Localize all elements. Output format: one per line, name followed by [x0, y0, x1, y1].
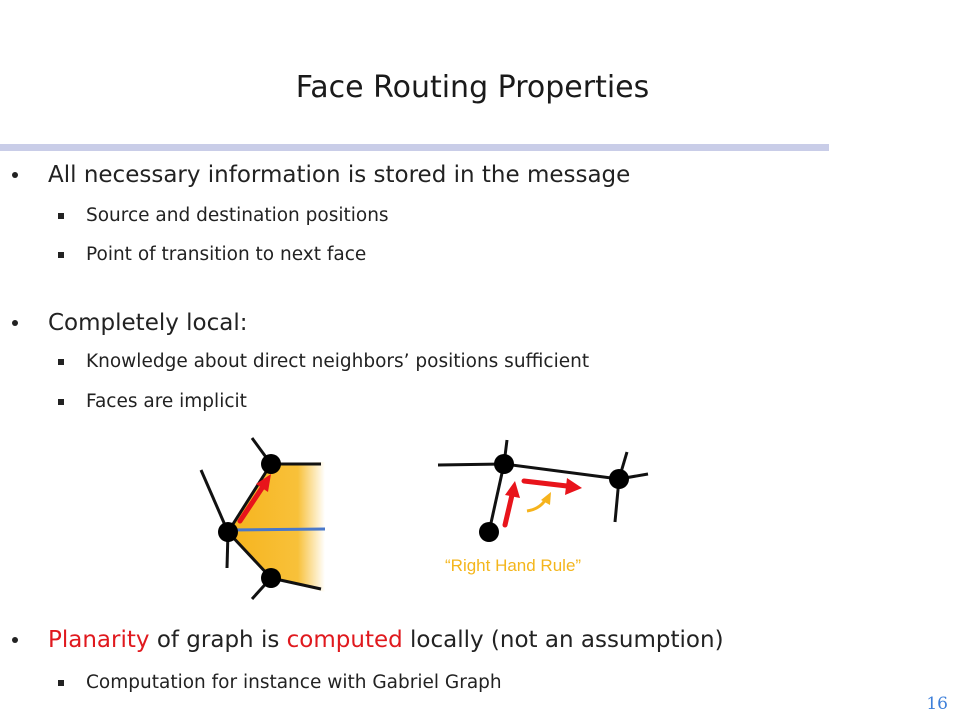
slide-title: Face Routing Properties	[295, 70, 650, 105]
routing-arrow-head	[505, 481, 520, 498]
routing-arrow	[524, 481, 567, 486]
bullet-text-part: locally (not an assumption)	[402, 627, 724, 653]
sub-bullet-text: Faces are implicit	[86, 391, 247, 412]
graph-edge	[489, 464, 504, 532]
bullet-text-part: of graph is	[149, 627, 287, 653]
bullet-item	[10, 627, 724, 653]
bullet-text	[48, 627, 724, 653]
graph-edge	[201, 470, 228, 532]
square-bullet-icon	[58, 680, 64, 686]
routing-arrow-head	[565, 478, 582, 495]
highlight-term: Planarity	[48, 627, 150, 653]
sub-bullet-item	[58, 672, 502, 693]
bullet-text: All necessary information is stored in the message	[48, 162, 631, 188]
sub-bullet-text: Knowledge about direct neighbors’ positions sufficient	[86, 351, 590, 372]
graph-node	[218, 522, 238, 542]
sub-bullet-text: Source and destination positions	[86, 205, 389, 226]
sub-bullet-text: Point of transition to next face	[86, 244, 367, 265]
right-hand-rule-caption: “Right Hand Rule”	[445, 556, 582, 575]
bullet-text: Completely local:	[48, 310, 248, 336]
routing-arrow	[505, 495, 512, 525]
graph-node	[479, 522, 499, 542]
graph-node	[609, 469, 629, 489]
highlight-term: computed	[286, 627, 403, 653]
graph-node	[261, 454, 281, 474]
face-edge-highlight	[228, 529, 325, 530]
page-number: 16	[926, 694, 948, 714]
graph-node	[261, 568, 281, 588]
sub-bullet-text: Computation for instance with Gabriel Graph	[86, 672, 502, 693]
bullet-dot-icon	[12, 637, 18, 643]
graph-node	[494, 454, 514, 474]
graph-edge	[504, 464, 619, 479]
